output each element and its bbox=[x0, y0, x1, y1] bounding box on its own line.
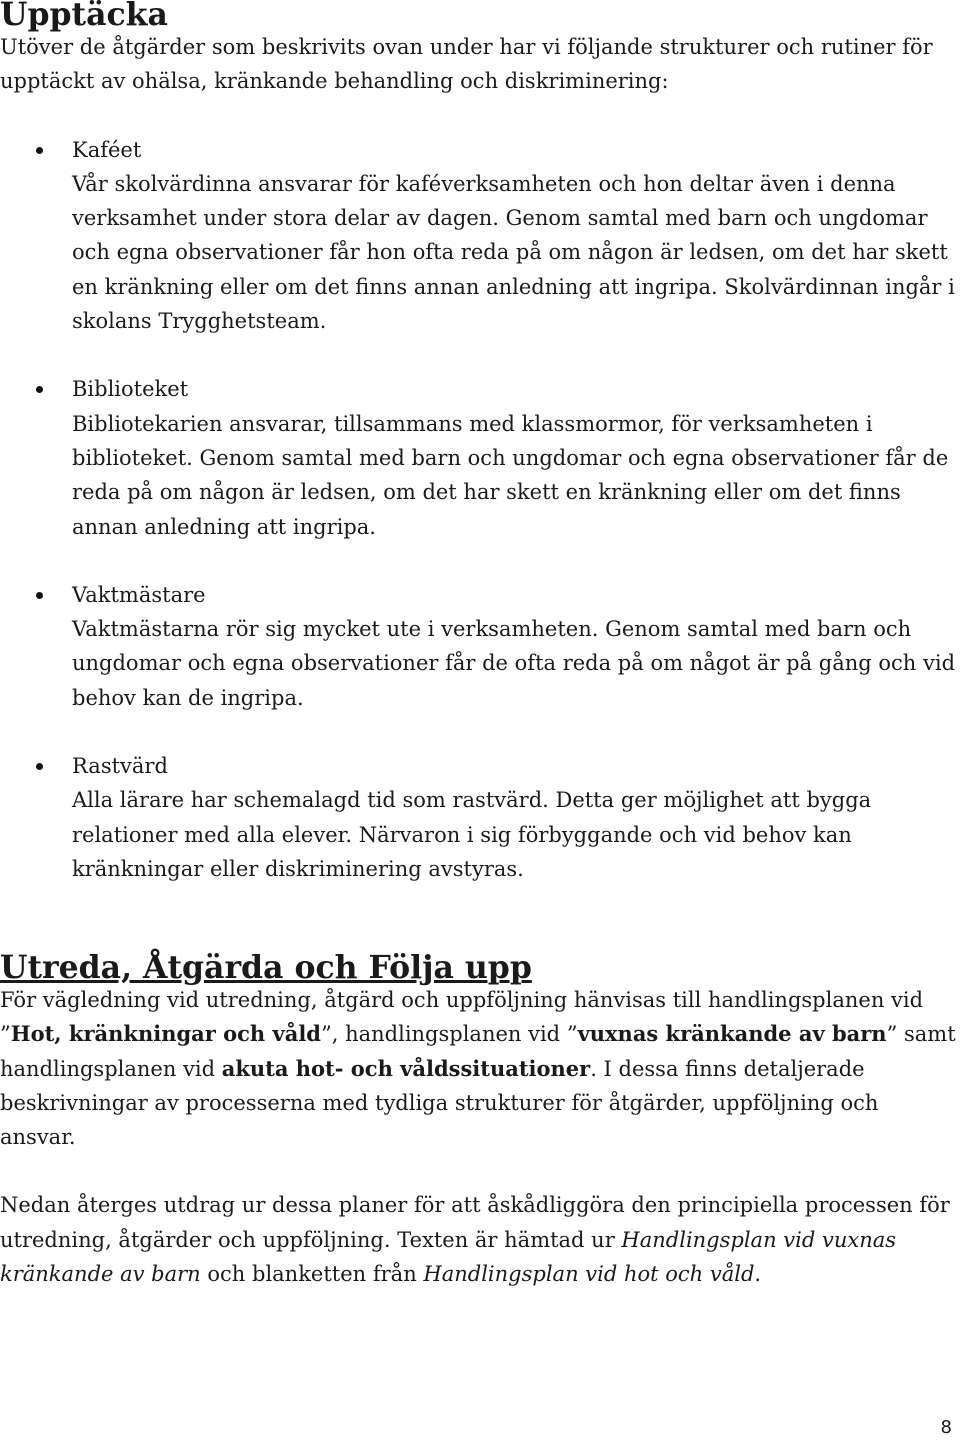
text-run: samt handlingsplanen vid bbox=[0, 1022, 956, 1081]
list-item bbox=[0, 578, 956, 715]
list-item-body: Vår skolvärdinna ansvarar för kaféverksamheten och hon deltar även i denna verksamhet under stora delar av dagen. Genom samtal med barn och ungdomar och egna observationer får hon ofta reda på om någon är ledsen, om det har skett en kränkning eller om det finns annan anledning att ingripa. Skolvärdinnan ingår i skolans Trygghetsteam. bbox=[72, 171, 955, 334]
source-title: Handlingsplan vid hot och våld bbox=[423, 1262, 755, 1287]
source-title: Handlingsplan vid vuxnas kränkande av barn bbox=[0, 1227, 897, 1287]
paragraph-gap bbox=[0, 1154, 956, 1188]
quote-mark: ” bbox=[886, 1022, 898, 1047]
text-run: . I dessa finns detaljerade beskrivningar av processerna med tydliga strukturer för åtgärder, uppföljning och ansvar. bbox=[0, 1056, 879, 1150]
utdrag-paragraph bbox=[0, 1188, 956, 1291]
plan-title-akuta: akuta hot- och våldssituationer bbox=[221, 1055, 591, 1081]
list-item-title: Rastvärd bbox=[72, 754, 168, 779]
text-run: och blanketten från bbox=[200, 1262, 424, 1287]
section-heading: Utreda, Åtgärda och Följa upp bbox=[0, 949, 532, 986]
list-item-title: Biblioteket bbox=[72, 377, 189, 402]
detection-list bbox=[0, 133, 956, 887]
list-item-title: Vaktmästare bbox=[72, 582, 206, 607]
bullet-icon bbox=[36, 147, 43, 154]
text-run: . bbox=[754, 1262, 762, 1287]
list-item-body: Vaktmästarna rör sig mycket ute i verksamheten. Genom samtal med barn och ungdomar och egna observationer får de ofta reda på om något är på gång och vid behov kan de ingripa. bbox=[72, 617, 956, 710]
bullet-icon bbox=[36, 763, 43, 770]
list-item bbox=[0, 749, 956, 886]
text-run: , handlingsplanen vid bbox=[331, 1022, 567, 1047]
text-run: Nedan återges utdrag ur dessa planer för att åskådliggöra den principiella processen för utredning, åtgärder och uppföljning. Texten är hämtad ur bbox=[0, 1193, 950, 1252]
list-item bbox=[0, 133, 956, 339]
list-item-title: Kaféet bbox=[72, 137, 142, 162]
page-number: 8 bbox=[940, 1417, 952, 1438]
list-item-body: Alla lärare har schemalagd tid som rastvärd. Detta ger möjlighet att bygga relationer med alla elever. Närvaron i sig förbyggande och vid behov kan kränkningar eller diskriminering avstyras. bbox=[72, 788, 872, 881]
quote-mark: ” bbox=[0, 1022, 11, 1047]
quote-mark: ” bbox=[566, 1022, 578, 1047]
section-utreda bbox=[0, 949, 956, 1291]
handlingsplan-paragraph bbox=[0, 983, 956, 1154]
plan-title-vuxnas: vuxnas kränkande av barn bbox=[577, 1021, 887, 1047]
section-heading: Upptäcka bbox=[0, 0, 168, 33]
quote-mark: ” bbox=[320, 1022, 332, 1047]
plan-title-hot: Hot, kränkningar och våld bbox=[10, 1021, 321, 1047]
text-run: För vägledning vid utredning, åtgärd och uppföljning hänvisas till handlingsplanen vid bbox=[0, 988, 924, 1012]
bullet-icon bbox=[36, 386, 43, 393]
list-item bbox=[0, 372, 956, 543]
bullet-icon bbox=[36, 592, 43, 599]
intro-paragraph: Utöver de åtgärder som beskrivits ovan under har vi följande strukturer och rutiner för upptäckt av ohälsa, kränkande behandling och diskriminering: bbox=[0, 35, 933, 94]
list-item-body: Bibliotekarien ansvarar, tillsammans med klassmormor, för verksamheten i biblioteket. Genom samtal med barn och ungdomar och egna observationer får de reda på om någon är ledsen, om det har skett en kränkning eller om det finns annan anledning att ingripa. bbox=[72, 411, 949, 539]
